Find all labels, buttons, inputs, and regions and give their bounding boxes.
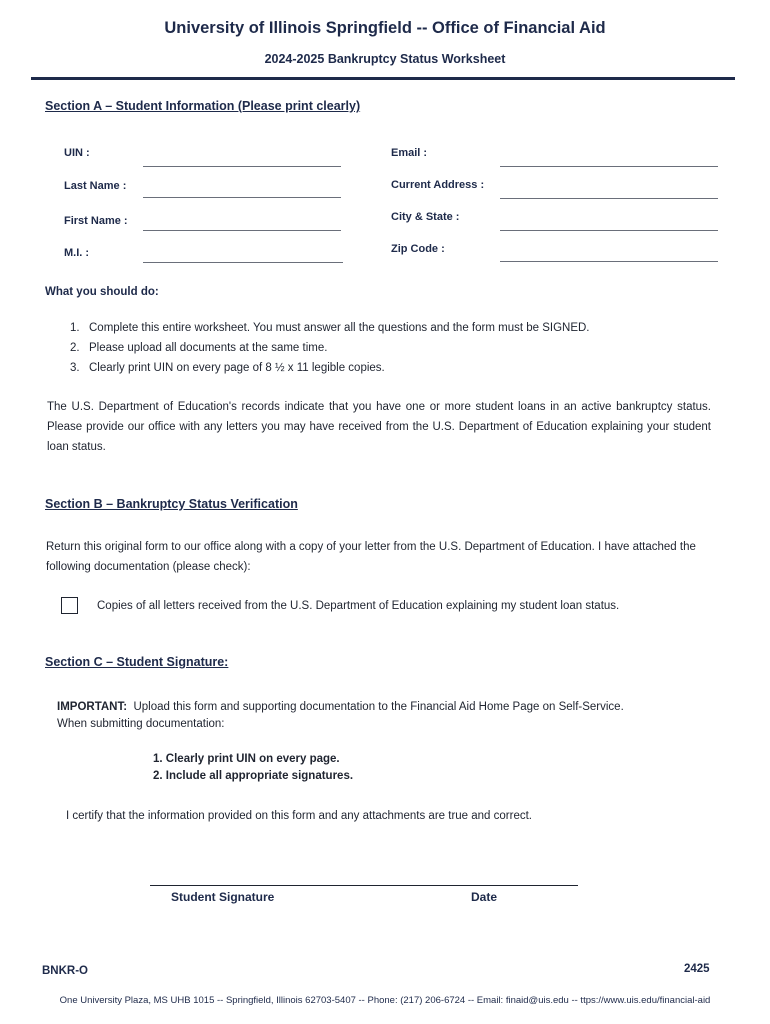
list-item: 1. Complete this entire worksheet. You must answer all the questions and the form must be SIGNED. — [70, 322, 590, 334]
mi-field[interactable] — [143, 262, 343, 263]
city-state-field[interactable] — [500, 230, 718, 231]
uin-field[interactable] — [143, 166, 341, 167]
last-name-field[interactable] — [143, 197, 341, 198]
email-label: Email : — [391, 147, 428, 159]
current-address-label: Current Address : — [391, 179, 485, 191]
section-c-heading: Section C – Student Signature: — [45, 655, 229, 669]
page-title: University of Illinois Springfield -- Office of Financial Aid — [164, 19, 606, 37]
letters-checkbox[interactable] — [61, 597, 78, 614]
first-name-label: First Name : — [64, 215, 128, 227]
current-address-field[interactable] — [500, 198, 718, 199]
zip-code-field[interactable] — [500, 261, 718, 262]
submission-requirement: 2. Include all appropriate signatures. — [153, 770, 354, 782]
important-text: Upload this form and supporting documentation to the Financial Aid Home Page on Self-Service. — [133, 701, 624, 713]
form-number: 2425 — [684, 963, 710, 975]
page-subtitle: 2024-2025 Bankruptcy Status Worksheet — [264, 52, 506, 66]
email-field[interactable] — [500, 166, 718, 167]
first-name-field[interactable] — [143, 230, 341, 231]
letters-checkbox-label: Copies of all letters received from the U.S. Department of Education explaining my student loan status. — [97, 600, 620, 612]
submission-requirement: 1. Clearly print UIN on every page. — [153, 753, 340, 765]
footer-contact-info: One University Plaza, MS UHB 1015 -- Springfield, Illinois 62703-5407 -- Phone: (217) 206-6724 -- Email: finaid@uis.edu -- ttps://www.uis.edu/financial-aid — [59, 995, 711, 1006]
date-label: Date — [471, 890, 498, 904]
header-divider — [31, 77, 735, 80]
important-label: IMPORTANT: — [57, 701, 128, 713]
city-state-label: City & State : — [391, 211, 460, 223]
signature-line[interactable] — [150, 885, 578, 886]
section-b-heading: Section B – Bankruptcy Status Verification — [45, 497, 298, 511]
uin-label: UIN : — [64, 147, 90, 159]
bankruptcy-notice: The U.S. Department of Education's records indicate that you have one or more student loans in an active bankruptcy status. Please provide our office with any letters you may have received from the U.S. Department of Education explaining your student loan status. — [47, 401, 711, 453]
last-name-label: Last Name : — [64, 180, 127, 192]
list-item: 2. Please upload all documents at the same time. — [70, 342, 328, 354]
section-b-instructions: Return this original form to our office along with a copy of your letter from the U.S. Department of Education. I have attached the following documentation (please check): — [46, 541, 696, 573]
instructions-heading: What you should do: — [45, 286, 159, 298]
student-signature-label: Student Signature — [171, 890, 275, 904]
mi-label: M.I. : — [64, 247, 90, 259]
instructions-list — [70, 318, 710, 378]
zip-code-label: Zip Code : — [391, 243, 445, 255]
list-item: 3. Clearly print UIN on every page of 8 ½ x 11 legible copies. — [70, 362, 385, 374]
section-a-heading: Section A – Student Information (Please print clearly) — [45, 99, 361, 113]
form-code: BNKR-O — [42, 965, 88, 977]
certification-statement: I certify that the information provided on this form and any attachments are true and correct. — [66, 810, 532, 822]
important-note-continued: When submitting documentation: — [57, 718, 225, 730]
